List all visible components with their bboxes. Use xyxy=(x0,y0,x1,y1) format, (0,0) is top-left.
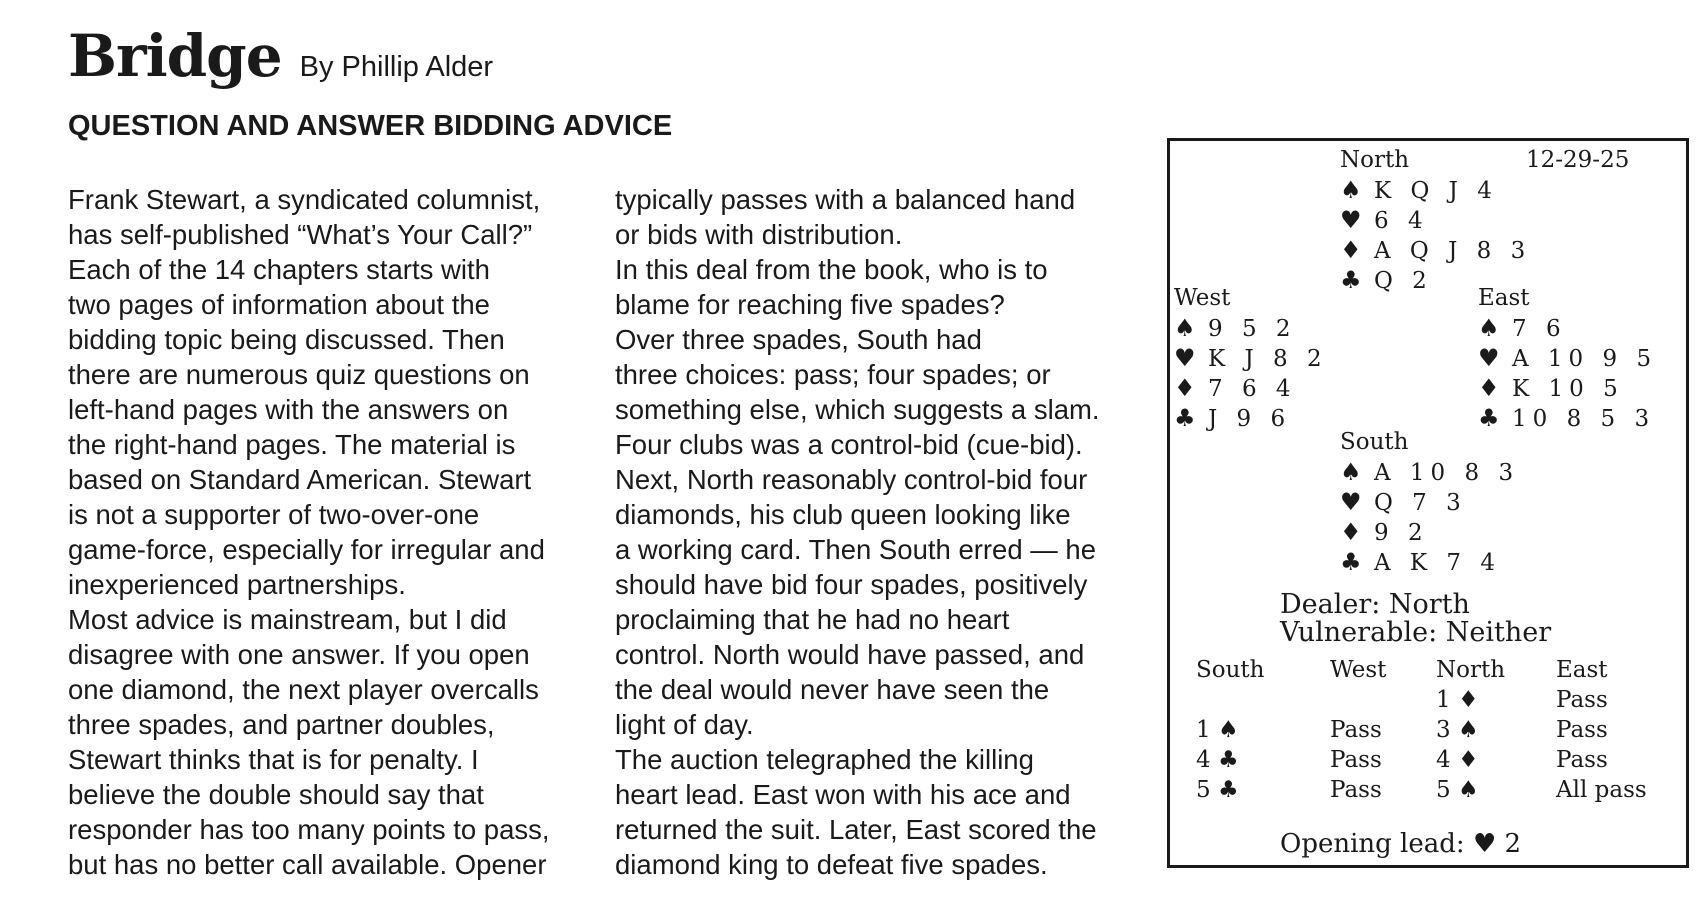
west-spades xyxy=(1174,313,1328,343)
diamond-icon: ♦ xyxy=(1340,518,1362,546)
south-spades-cards: A 10 8 3 xyxy=(1374,460,1520,486)
bid-level: 3 xyxy=(1436,717,1458,743)
south-diamonds-cards: 9 2 xyxy=(1374,520,1429,546)
bid-level: Pass xyxy=(1556,747,1608,773)
article-line: should have bid four spades, positively xyxy=(615,569,1088,600)
masthead xyxy=(68,22,493,90)
article-line: bidding topic being discussed. Then xyxy=(68,324,505,355)
bid-south xyxy=(1196,685,1330,715)
diamond-icon: ♦ xyxy=(1478,374,1500,402)
bid-suit-icon: ♦ xyxy=(1457,687,1479,713)
club-icon: ♣ xyxy=(1174,404,1196,432)
article-line: Next, North reasonably control-bid four xyxy=(615,464,1088,495)
article-line: Most advice is mainstream, but I did xyxy=(68,604,507,635)
east-spades xyxy=(1478,313,1657,343)
bid-level: All pass xyxy=(1556,777,1647,803)
west-label: West xyxy=(1174,285,1231,311)
bid-level: Pass xyxy=(1556,687,1608,713)
bid-north xyxy=(1436,775,1556,805)
heart-icon: ♥ xyxy=(1478,344,1500,372)
south-clubs-cards: A K 7 4 xyxy=(1374,550,1501,576)
article-line: three choices: pass; four spades; or xyxy=(615,359,1051,390)
article-line: responder has too many points to pass, xyxy=(68,814,550,845)
west-diamonds xyxy=(1174,373,1328,403)
article-line: light of day. xyxy=(615,709,754,740)
article-line: Each of the 14 chapters starts with xyxy=(68,254,490,285)
spade-icon: ♠ xyxy=(1478,314,1500,342)
vulnerability-text: Vulnerable: Neither xyxy=(1280,617,1552,648)
north-diamonds xyxy=(1340,235,1531,265)
spade-icon: ♠ xyxy=(1174,314,1196,342)
spade-icon: ♠ xyxy=(1340,458,1362,486)
article-line: but has no better call available. Opener xyxy=(68,849,547,880)
bid-suit-icon: ♣ xyxy=(1217,777,1239,803)
article-line: control. North would have passed, and xyxy=(615,639,1085,670)
south-hearts xyxy=(1340,487,1519,517)
east-label: East xyxy=(1478,285,1530,311)
east-hearts-cards: A 10 9 5 xyxy=(1512,346,1658,372)
article-line: typically passes with a balanced hand xyxy=(615,184,1076,215)
article-line: there are numerous quiz questions on xyxy=(68,359,530,390)
bid-suit-icon: ♠ xyxy=(1457,777,1479,803)
bid-level: Pass xyxy=(1330,717,1382,743)
article-column-2 xyxy=(615,182,1145,882)
article-line: returned the suit. Later, East scored the xyxy=(615,814,1097,845)
bid-west xyxy=(1330,715,1436,745)
bid-east xyxy=(1556,745,1666,775)
south-hand xyxy=(1340,427,1519,577)
west-hearts xyxy=(1174,343,1328,373)
article-line: the right-hand pages. The material is xyxy=(68,429,516,460)
bid-west xyxy=(1330,745,1436,775)
diamond-icon: ♦ xyxy=(1174,374,1196,402)
bid-east xyxy=(1556,715,1666,745)
column-title: Bridge xyxy=(68,22,282,90)
article-line: disagree with one answer. If you open xyxy=(68,639,530,670)
north-clubs-cards: Q 2 xyxy=(1374,268,1433,294)
auction-header-west: West xyxy=(1330,657,1387,683)
bid-south xyxy=(1196,745,1330,775)
south-spades xyxy=(1340,457,1519,487)
bid-level: 4 xyxy=(1436,747,1458,773)
bid-west xyxy=(1330,775,1436,805)
dealer-text: Dealer: North xyxy=(1280,589,1470,620)
article-line: one diamond, the next player overcalls xyxy=(68,674,539,705)
article-line: blame for reaching five spades? xyxy=(615,289,1005,320)
article-line: diamonds, his club queen looking like xyxy=(615,499,1071,530)
north-hearts xyxy=(1340,205,1531,235)
spade-icon: ♠ xyxy=(1340,176,1362,204)
bid-north xyxy=(1436,715,1556,745)
auction-header-row xyxy=(1196,655,1666,685)
heart-icon: ♥ xyxy=(1472,829,1497,859)
north-spades xyxy=(1340,175,1531,205)
bid-level: 5 xyxy=(1436,777,1458,803)
club-icon: ♣ xyxy=(1478,404,1500,432)
article-line: two pages of information about the xyxy=(68,289,490,320)
club-icon: ♣ xyxy=(1340,548,1362,576)
auction-header-north: North xyxy=(1436,657,1506,683)
south-label: South xyxy=(1340,429,1409,455)
bid-south xyxy=(1196,715,1330,745)
article-line: In this deal from the book, who is to xyxy=(615,254,1048,285)
bid-suit-icon: ♠ xyxy=(1457,717,1479,743)
north-hearts-cards: 6 4 xyxy=(1374,208,1429,234)
article-line: something else, which suggests a slam. xyxy=(615,394,1100,425)
article-line: heart lead. East won with his ace and xyxy=(615,779,1071,810)
bid-suit-icon: ♣ xyxy=(1217,747,1239,773)
byline: By Phillip Alder xyxy=(299,51,494,83)
article-line: The auction telegraphed the killing xyxy=(615,744,1034,775)
east-diamonds xyxy=(1478,373,1657,403)
north-diamonds-cards: A Q J 8 3 xyxy=(1374,238,1532,264)
article-line: or bids with distribution. xyxy=(615,219,903,250)
article-line: game-force, especially for irregular and xyxy=(68,534,545,565)
bid-north xyxy=(1436,685,1556,715)
auction-row xyxy=(1196,775,1666,805)
opening-lead xyxy=(1280,829,1521,859)
south-clubs xyxy=(1340,547,1519,577)
article-line: Over three spades, South had xyxy=(615,324,982,355)
bid-level: 4 xyxy=(1196,747,1218,773)
west-diamonds-cards: 7 6 4 xyxy=(1208,376,1297,402)
bid-level: 1 xyxy=(1196,717,1218,743)
article-line: three spades, and partner doubles, xyxy=(68,709,495,740)
west-hand xyxy=(1174,283,1328,433)
article-line: has self-published “What’s Your Call?” xyxy=(68,219,533,250)
auction-row xyxy=(1196,745,1666,775)
article-line: inexperienced partnerships. xyxy=(68,569,406,600)
auction-row xyxy=(1196,715,1666,745)
deal-date: 12-29-25 xyxy=(1526,147,1630,173)
auction-header-south: South xyxy=(1196,657,1265,683)
article-line: Frank Stewart, a syndicated columnist, xyxy=(68,184,541,215)
west-hearts-cards: K J 8 2 xyxy=(1208,346,1328,372)
headline: QUESTION AND ANSWER BIDDING ADVICE xyxy=(68,110,673,142)
bid-suit-icon: ♠ xyxy=(1217,717,1239,743)
bid-level: Pass xyxy=(1330,747,1382,773)
bid-level: Pass xyxy=(1330,777,1382,803)
heart-icon: ♥ xyxy=(1340,206,1362,234)
east-hearts xyxy=(1478,343,1657,373)
bid-level: Pass xyxy=(1556,717,1608,743)
south-hearts-cards: Q 7 3 xyxy=(1374,490,1467,516)
bid-west xyxy=(1330,685,1436,715)
auction-bids xyxy=(1196,685,1666,805)
bid-east xyxy=(1556,685,1666,715)
article-line: is not a supporter of two-over-one xyxy=(68,499,480,530)
article-line: believe the double should say that xyxy=(68,779,484,810)
auction-table xyxy=(1196,655,1666,805)
diamond-icon: ♦ xyxy=(1340,236,1362,264)
west-spades-cards: 9 5 2 xyxy=(1208,316,1297,342)
article-line: left-hand pages with the answers on xyxy=(68,394,509,425)
opening-lead-card: 2 xyxy=(1496,829,1522,859)
article-line: based on Standard American. Stewart xyxy=(68,464,532,495)
article-line: diamond king to defeat five spades. xyxy=(615,849,1048,880)
north-label: North xyxy=(1340,147,1410,173)
opening-lead-label: Opening lead: xyxy=(1280,829,1473,859)
article-line: Four clubs was a control-bid (cue-bid). xyxy=(615,429,1083,460)
bid-level: 1 xyxy=(1436,687,1458,713)
bid-suit-icon: ♦ xyxy=(1457,747,1479,773)
article-line: proclaiming that he had no heart xyxy=(615,604,1010,635)
west-clubs xyxy=(1174,403,1328,433)
east-spades-cards: 7 6 xyxy=(1512,316,1567,342)
bid-north xyxy=(1436,745,1556,775)
north-spades-cards: K Q J 4 xyxy=(1374,178,1498,204)
auction-row xyxy=(1196,685,1666,715)
east-clubs-cards: 10 8 5 3 xyxy=(1512,406,1656,432)
north-hand xyxy=(1340,145,1531,295)
heart-icon: ♥ xyxy=(1174,344,1196,372)
article-column-1 xyxy=(68,182,608,882)
east-hand xyxy=(1478,283,1657,433)
auction-header-east: East xyxy=(1556,657,1608,683)
deal-conditions xyxy=(1280,591,1551,647)
bid-south xyxy=(1196,775,1330,805)
west-clubs-cards: J 9 6 xyxy=(1208,406,1292,432)
article-line: the deal would never have seen the xyxy=(615,674,1050,705)
south-diamonds xyxy=(1340,517,1519,547)
heart-icon: ♥ xyxy=(1340,488,1362,516)
bid-east xyxy=(1556,775,1666,805)
article-line: a working card. Then South erred — he xyxy=(615,534,1097,565)
bridge-deal-diagram xyxy=(1167,138,1689,868)
club-icon: ♣ xyxy=(1340,266,1362,294)
article-line: Stewart thinks that is for penalty. I xyxy=(68,744,479,775)
east-diamonds-cards: K 10 5 xyxy=(1512,376,1624,402)
bid-level: 5 xyxy=(1196,777,1218,803)
